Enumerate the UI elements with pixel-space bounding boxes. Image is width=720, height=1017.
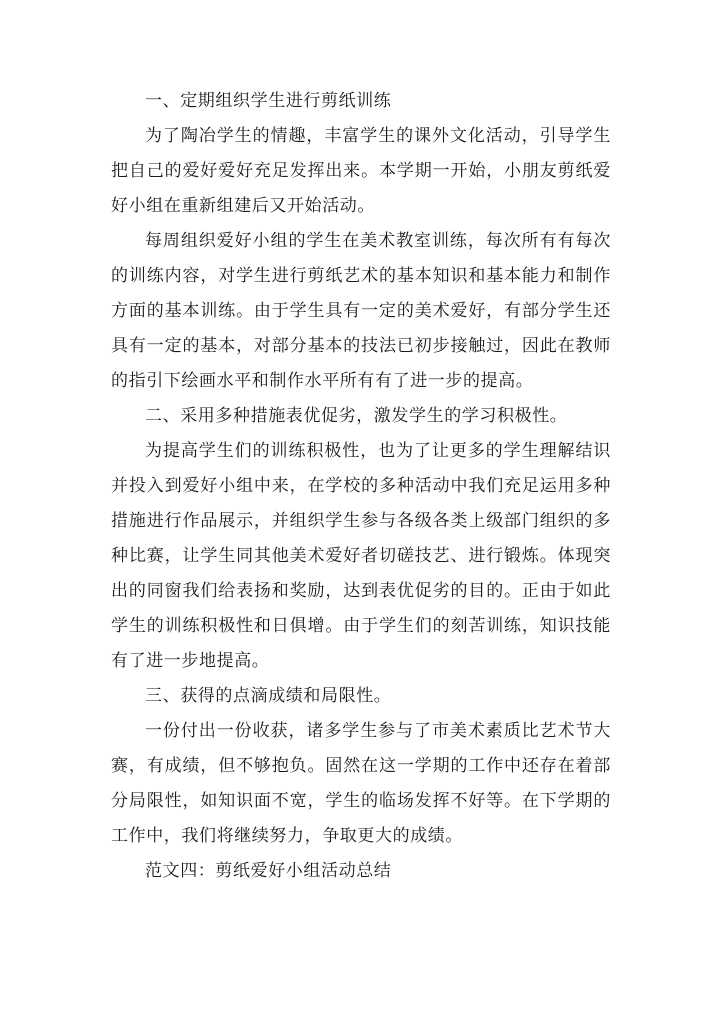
section-heading-2: 二、采用多种措施表优促劣，激发学生的学习积极性。	[145, 406, 568, 426]
paragraph-2: 每周组织爱好小组的学生在美术教室训练，每次所有有每次的训练内容，对学生进行剪纸艺术的基本知识和基本能力和制作方面的基本训练。由于学生具有一定的美术爱好，有部分学生还具有一定的基本，对部分基本的技法已初步接触过，因此在教师的指引下绘画水平和制作水平所有有了进一步的提高。	[111, 231, 611, 391]
paragraph-1: 为了陶冶学生的情趣，丰富学生的课外文化活动，引导学生把自己的爱好爱好充足发挥出来。本学期一开始，小朋友剪纸爱好小组在重新组建后又开始活动。	[111, 126, 611, 216]
paragraph-3: 为提高学生们的训练积极性，也为了让更多的学生理解结识并投入到爱好小组中来，在学校的多种活动中我们充足运用多种措施进行作品展示，并组织学生参与各级各类上级部门组织的多种比赛，让学生同其他美术爱好者切磋技艺、进行锻炼。体现突出的同窗我们给表扬和奖励，达到表优促劣的目的。正由于如此学生的训练积极性和日俱增。由于学生们的刻苦训练，知识技能有了进一步地提高。	[111, 441, 611, 671]
document-body	[111, 84, 611, 889]
section-heading-3: 三、获得的点滴成绩和局限性。	[145, 686, 392, 706]
paragraph-4: 一份付出一份收获，诸多学生参与了市美术素质比艺术节大赛，有成绩，但不够抱负。固然在这一学期的工作中还存在着部分局限性，如知识面不宽，学生的临场发挥不好等。在下学期的工作中，我们将继续努力，争取更大的成绩。	[111, 721, 611, 846]
section-heading-1: 一、定期组织学生进行剪纸训练	[145, 91, 392, 111]
section-heading-4: 范文四：剪纸爱好小组活动总结	[145, 861, 392, 881]
